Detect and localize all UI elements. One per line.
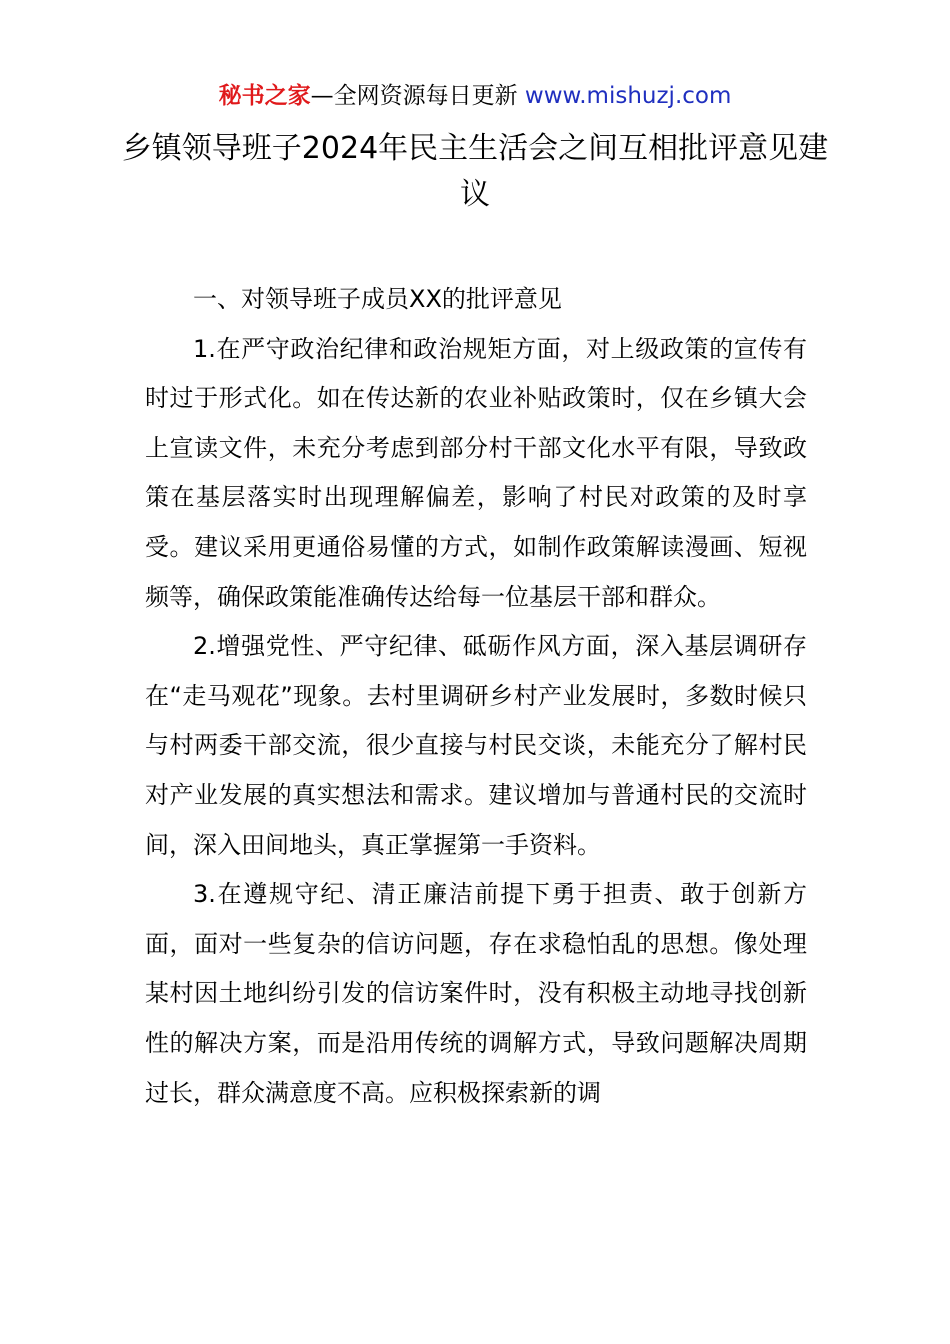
paragraph-3: 3.在遵规守纪、清正廉洁前提下勇于担责、敢于创新方面，面对一些复杂的信访问题，存在求稳怕乱的思想。像处理某村因土地纠纷引发的信访案件时，没有积极主动地寻找创新性的解决方案，而是沿用传统的调解方式，导致问题解决周期过长，群众满意度不高。应积极探索新的调 <box>145 880 807 1107</box>
brand-name: 秘书之家 <box>218 83 311 109</box>
site-link[interactable]: www.mishuzj.com <box>524 83 732 109</box>
header-slogan: —全网资源每日更新 <box>310 83 525 109</box>
site-header <box>0 80 950 112</box>
paragraph-1: 1.在严守政治纪律和政治规矩方面，对上级政策的宣传有时过于形式化。如在传达新的农业补贴政策时，仅在乡镇大会上宣读文件，未充分考虑到部分村干部文化水平有限，导致政策在基层落实时出现理解偏差，影响了村民对政策的及时享受。建议采用更通俗易懂的方式，如制作政策解读漫画、短视频等，确保政策能准确传达给每一位基层干部和群众。 <box>145 334 807 611</box>
paragraph-2: 2.增强党性、严守纪律、砥砺作风方面，深入基层调研存在“走马观花”现象。去村里调研乡村产业发展时，多数时候只与村两委干部交流，很少直接与村民交谈，未能充分了解村民对产业发展的真实想法和需求。建议增加与普通村民的交流时间，深入田间地头，真正掌握第一手资料。 <box>145 632 807 859</box>
section-heading: 一、对领导班子成员XX的批评意见 <box>193 285 562 313</box>
document-body <box>145 275 807 1118</box>
document-title: 乡镇领导班子2024年民主生活会之间互相批评意见建议 <box>121 131 829 212</box>
